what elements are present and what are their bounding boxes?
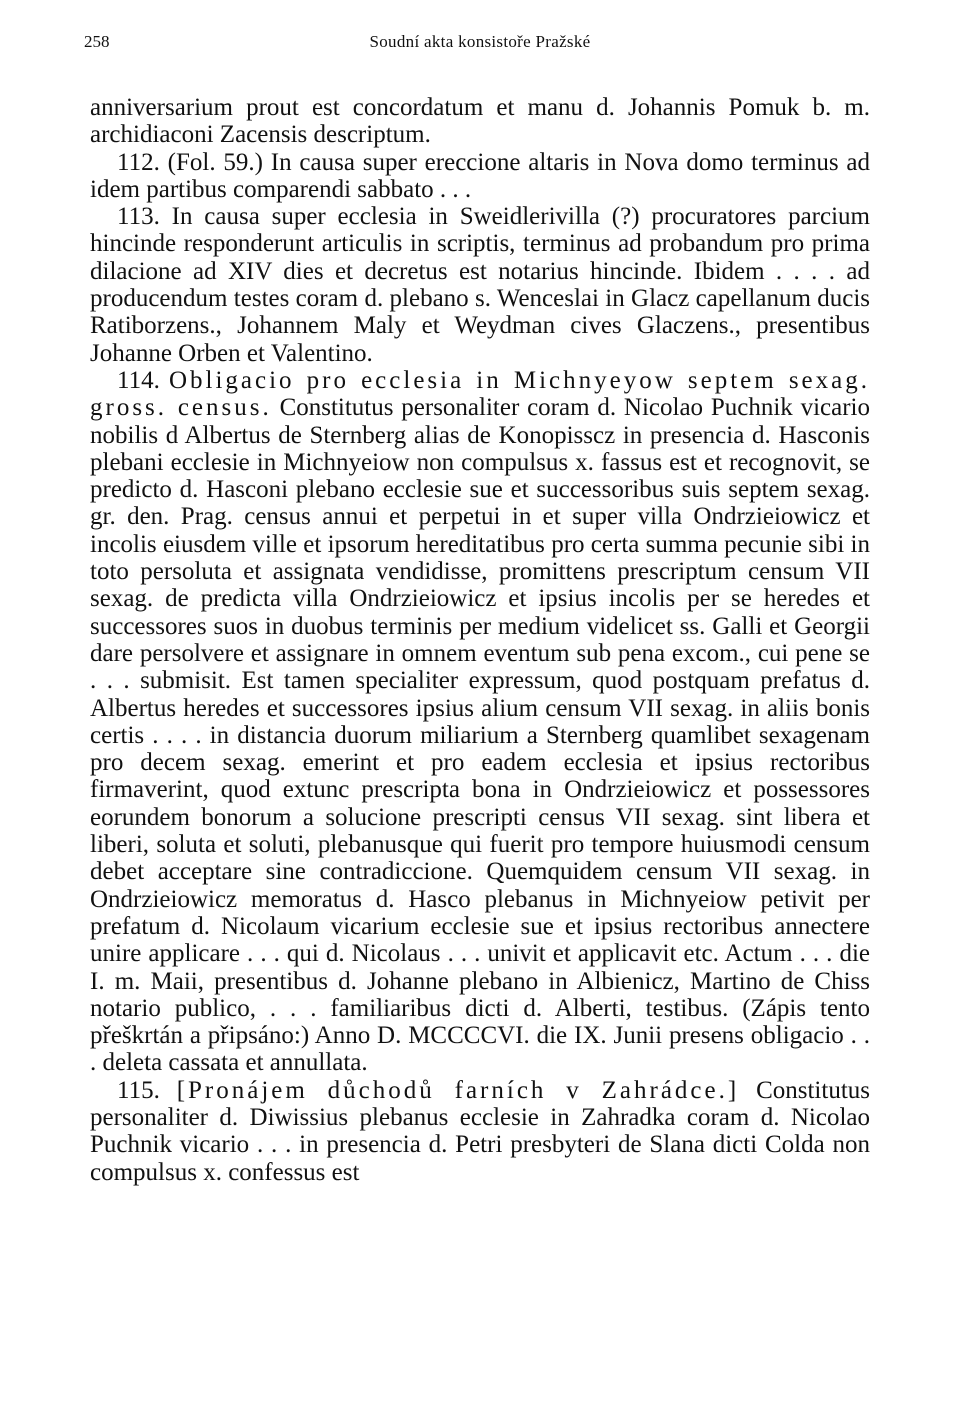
document-page	[84, 22, 871, 1186]
entry-text: Constitutus personaliter d. Diwissius plebanus ecclesie in Zahradka coram d. Nicolao Puchnik vicario . . . in presencia d. Petri presbyteri de Slana dicti Colda non compulsus x. confessus est	[90, 1076, 870, 1186]
document-body	[90, 94, 870, 1186]
running-title: Soudní akta konsistoře Pražské	[369, 32, 591, 51]
paragraph-continuation	[90, 94, 870, 149]
entry-114	[90, 367, 870, 1077]
page-header	[84, 22, 870, 62]
entry-text: In causa super ecclesia in Sweidlerivilla (?) procuratores parcium hincinde responderunt articulis in scriptis, terminus ad probandum pro prima dilacione ad XIV dies et decretus est notarius hincinde. Ibidem . . . . ad producendum testes coram d. plebano s. Wenceslai in Glacz capellanum ducis Ratiborzens., Johannem Maly et Weydman cives Glaczens., presentibus Johanne Orben et Valentino.	[90, 203, 870, 367]
entry-115	[90, 1077, 870, 1186]
entry-number: 112.	[117, 148, 160, 176]
paragraph-text: anniversarium prout est concordatum et manu d. Johannis Pomuk b. m. archidiaconi Zacensis descriptum.	[90, 94, 870, 149]
entry-113	[90, 203, 870, 367]
entry-heading: Obligacio pro ecclesia in Michnyeyow septem sexag. gross. census.	[90, 366, 870, 422]
entry-text: (Fol. 59.) In causa super ereccione altaris in Nova domo terminus ad idem partibus comparendi sabbato . . .	[90, 148, 870, 203]
entry-heading: [Pronájem důchodů farních v Zahrádce.]	[176, 1076, 740, 1104]
entry-text: Constitutus personaliter coram d. Nicolao Puchnik vicario nobilis d Albertus de Sternberg alias de Konopisscz in presencia d. Hasconis plebani ecclesie in Michnyeiow non compulsus x. fassus est et recognovit, se predicto d. Hasconi plebano ecclesie sue et successoribus suis septem sexag. gr. den. Prag. census annui et perpetui in et super villa Ondrzieiowicz et incolis eiusdem ville et ipsorum hereditatibus pro certa summa pecunie sibi in toto persoluta et assignata vendidisse, promittens prescriptum censum VII sexag. de predicta villa Ondrzieiowicz et ipsius incolis per se heredes et successores suos in duobus terminis per medium videlicet ss. Galli et Georgii dare persolvere et assignare in omnem eventum sub pena excom., cui pene se . . . submisit. Est tamen specialiter expressum, quod postquam prefatus d. Albertus heredes et successores ipsius alium censum VII sexag. in aliis bonis certis . . . . in distancia duorum miliarium a Sternberg quamlibet sexagenam pro decem sexag. emerint et pro eadem ecclesia et ipsius rectoribus firmaverint, quod extunc prescripta bona in Ondrzieiowicz et possessores eorundem bonorum a solucione prescripti census VII sexag. sint libera et liberi, soluta et soluti, plebanusque qui fuerit pro tempore huiusmodi censum debet acceptare sine contradiccione. Quemquidem censum VII sexag. in Ondrzieiowicz memoratus d. Hasco plebanus in Michnyeiow petivit per prefatum d. Nicolaum vicarium ecclesie sue et ipsius rectoribus annectere unire applicare . . . qui d. Nicolaus . . . univit et applicavit etc. Actum . . . die I. m. Maii, presentibus d. Johanne plebano in Albienicz, Martino de Chiss notario publico, . . . familiaribus dicti d. Alberti, testibus. (Zápis tento přeškrtán a připsáno:) Anno D. MCCCCVI. die IX. Junii presens obligacio . . . deleta cassata et annullata.	[90, 394, 871, 1077]
page-number: 258	[84, 32, 110, 51]
entry-number: 113.	[117, 203, 160, 231]
entry-number: 115.	[117, 1076, 160, 1104]
entry-112	[90, 149, 870, 204]
entry-number: 114.	[117, 366, 160, 394]
